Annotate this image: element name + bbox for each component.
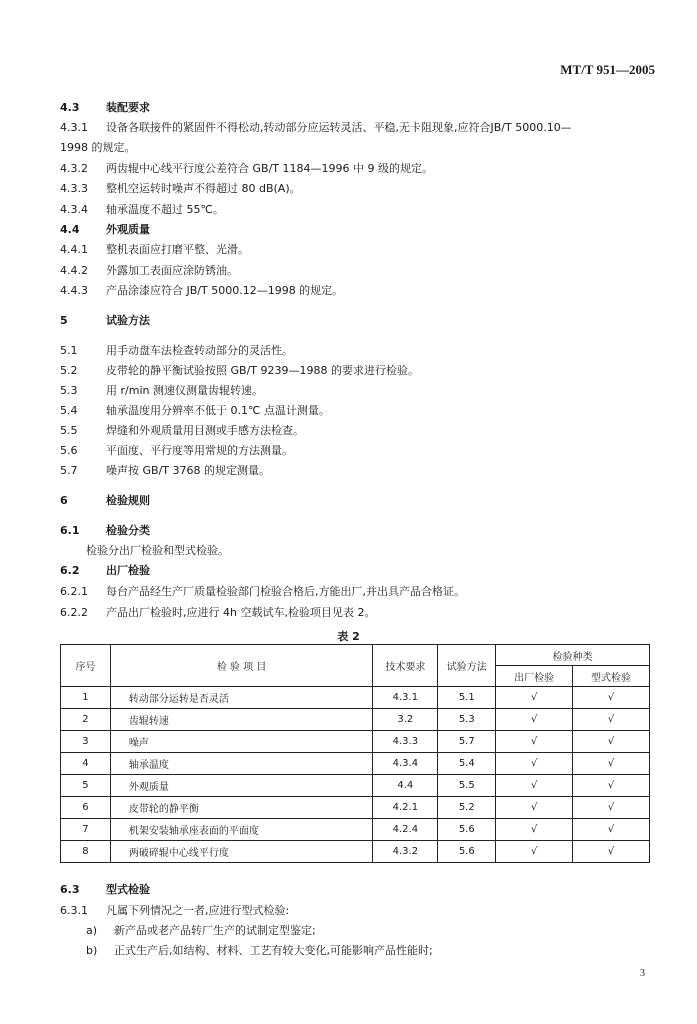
table-row bbox=[61, 753, 650, 775]
cell-item: 噪声 bbox=[110, 731, 373, 753]
clause-text: 外观质量 bbox=[106, 223, 150, 236]
cell-item: 轴承温度 bbox=[110, 753, 373, 775]
header-seq: 序号 bbox=[61, 645, 111, 687]
clause-number: 4.3.1 bbox=[60, 121, 88, 134]
clause-text: 皮带轮的静平衡试验按照 GB/T 9239—1988 的要求进行检验。 bbox=[106, 364, 419, 377]
cell-requirement: 4.3.3 bbox=[373, 731, 438, 753]
clause-text: 试验方法 bbox=[106, 314, 150, 327]
clause-text: 装配要求 bbox=[106, 101, 150, 114]
clause-number: 6 bbox=[60, 494, 68, 507]
clause-4-3-3 bbox=[60, 182, 301, 196]
cell-type-check: √ bbox=[573, 797, 650, 819]
clause-text: 1998 的规定。 bbox=[60, 141, 136, 154]
cell-method: 5.6 bbox=[438, 819, 496, 841]
header-factory-inspection: 出厂检验 bbox=[496, 666, 573, 687]
clause-text: 产品涂漆应符合 JB/T 5000.12—1998 的规定。 bbox=[106, 284, 344, 297]
clause-5-4 bbox=[60, 404, 330, 418]
cell-seq: 2 bbox=[61, 709, 111, 731]
clause-number: 6.1 bbox=[60, 524, 80, 537]
clause-number: 5.3 bbox=[60, 384, 78, 397]
clause-text: 轴承温度用分辨率不低于 0.1℃ 点温计测量。 bbox=[106, 404, 330, 417]
header-requirement: 技术要求 bbox=[373, 645, 438, 687]
table-row bbox=[61, 841, 650, 863]
cell-seq: 7 bbox=[61, 819, 111, 841]
clause-6-1-text bbox=[86, 544, 229, 558]
cell-seq: 1 bbox=[61, 687, 111, 709]
clause-number: 5.4 bbox=[60, 404, 78, 417]
cell-seq: 8 bbox=[61, 841, 111, 863]
clause-6-3-1 bbox=[60, 904, 289, 918]
cell-requirement: 4.3.1 bbox=[373, 687, 438, 709]
clause-text: 噪声按 GB/T 3768 的规定测量。 bbox=[106, 464, 270, 477]
cell-factory-check: √ bbox=[496, 709, 573, 731]
clause-number: 6.2.2 bbox=[60, 606, 88, 619]
cell-type-check: √ bbox=[573, 687, 650, 709]
clause-number: 4.3.3 bbox=[60, 182, 88, 195]
clause-number: 6.3 bbox=[60, 883, 80, 896]
clause-4-4-3 bbox=[60, 284, 343, 298]
cell-method: 5.4 bbox=[438, 753, 496, 775]
cell-requirement: 4.2.4 bbox=[373, 819, 438, 841]
clause-6-2 bbox=[60, 564, 150, 578]
clause-6-2-2 bbox=[60, 606, 375, 620]
table-row bbox=[61, 819, 650, 841]
cell-seq: 4 bbox=[61, 753, 111, 775]
cell-type-check: √ bbox=[573, 775, 650, 797]
clause-number: 4.4.1 bbox=[60, 243, 88, 256]
clause-text: 平面度、平行度等用常规的方法测量。 bbox=[106, 444, 293, 457]
list-item-b bbox=[86, 944, 433, 958]
cell-requirement: 4.4 bbox=[373, 775, 438, 797]
cell-type-check: √ bbox=[573, 841, 650, 863]
cell-method: 5.6 bbox=[438, 841, 496, 863]
clause-number: 4.4.3 bbox=[60, 284, 88, 297]
cell-method: 5.3 bbox=[438, 709, 496, 731]
cell-type-check: √ bbox=[573, 819, 650, 841]
cell-requirement: 4.3.2 bbox=[373, 841, 438, 863]
list-item-a bbox=[86, 924, 316, 938]
clause-6-3 bbox=[60, 883, 150, 897]
cell-item: 两破碎辊中心线平行度 bbox=[110, 841, 373, 863]
header-inspection-type: 检验种类 bbox=[496, 645, 650, 666]
section-6 bbox=[60, 494, 150, 508]
clause-5-2 bbox=[60, 364, 419, 378]
cell-item: 齿辊转速 bbox=[110, 709, 373, 731]
clause-number: 5.6 bbox=[60, 444, 78, 457]
clause-text: 每台产品经生产厂质量检验部门检验合格后,方能出厂,并出具产品合格证。 bbox=[106, 585, 465, 598]
clause-4-3-4 bbox=[60, 203, 224, 217]
clause-text: 检验规则 bbox=[106, 494, 150, 507]
clause-6-2-1 bbox=[60, 585, 465, 599]
section-5 bbox=[60, 314, 150, 328]
cell-type-check: √ bbox=[573, 731, 650, 753]
clause-number: 5 bbox=[60, 314, 68, 327]
clause-number: 5.5 bbox=[60, 424, 78, 437]
clause-number: 5.1 bbox=[60, 344, 78, 357]
clause-text: 产品出厂检验时,应进行 4h 空载试车,检验项目见表 2。 bbox=[106, 606, 376, 619]
list-marker: b) bbox=[86, 944, 98, 957]
clause-5-6 bbox=[60, 444, 293, 458]
clause-number: 5.2 bbox=[60, 364, 78, 377]
clause-5-3 bbox=[60, 384, 263, 398]
clause-4-4-2 bbox=[60, 264, 238, 278]
cell-factory-check: √ bbox=[496, 797, 573, 819]
table-row bbox=[61, 687, 650, 709]
clause-text: 正式生产后,如结构、材料、工艺有较大变化,可能影响产品性能时; bbox=[114, 944, 433, 957]
cell-method: 5.7 bbox=[438, 731, 496, 753]
clause-text: 用 r/min 测速仪测量齿辊转速。 bbox=[106, 384, 263, 397]
cell-item: 外观质量 bbox=[110, 775, 373, 797]
cell-seq: 5 bbox=[61, 775, 111, 797]
clause-4-3 bbox=[60, 101, 150, 115]
clause-5-5 bbox=[60, 424, 304, 438]
clause-number: 6.3.1 bbox=[60, 904, 88, 917]
cell-method: 5.1 bbox=[438, 687, 496, 709]
clause-text: 两齿辊中心线平行度公差符合 GB/T 1184—1996 中 9 级的规定。 bbox=[106, 162, 433, 175]
clause-number: 4.3.2 bbox=[60, 162, 88, 175]
clause-text: 设备各联接件的紧固件不得松动,转动部分应运转灵活、平稳,无卡阻现象,应符合JB/T 5000.10— bbox=[106, 121, 572, 134]
clause-number: 5.7 bbox=[60, 464, 78, 477]
cell-method: 5.5 bbox=[438, 775, 496, 797]
cell-item: 转动部分运转是否灵活 bbox=[110, 687, 373, 709]
cell-factory-check: √ bbox=[496, 841, 573, 863]
clause-text: 凡属下列情况之一者,应进行型式检验: bbox=[106, 904, 290, 917]
clause-text: 轴承温度不超过 55℃。 bbox=[106, 203, 224, 216]
cell-factory-check: √ bbox=[496, 753, 573, 775]
clause-text: 新产品或老产品转厂生产的试制定型鉴定; bbox=[114, 924, 316, 937]
header-type-inspection: 型式检验 bbox=[573, 666, 650, 687]
table-row bbox=[61, 775, 650, 797]
clause-text: 出厂检验 bbox=[106, 564, 150, 577]
standard-code-header: MT/T 951—2005 bbox=[560, 62, 655, 77]
cell-requirement: 3.2 bbox=[373, 709, 438, 731]
clause-text: 检验分类 bbox=[106, 524, 150, 537]
cell-seq: 6 bbox=[61, 797, 111, 819]
clause-text: 整机表面应打磨平整、光滑。 bbox=[106, 243, 249, 256]
clause-continuation bbox=[60, 141, 136, 155]
cell-factory-check: √ bbox=[496, 687, 573, 709]
cell-seq: 3 bbox=[61, 731, 111, 753]
cell-factory-check: √ bbox=[496, 731, 573, 753]
clause-number: 6.2.1 bbox=[60, 585, 88, 598]
cell-item: 机架安装轴承座表面的平面度 bbox=[110, 819, 373, 841]
clause-text: 型式检验 bbox=[106, 883, 150, 896]
table-row bbox=[61, 731, 650, 753]
clause-text: 外露加工表面应涂防锈油。 bbox=[106, 264, 238, 277]
clause-5-7 bbox=[60, 464, 270, 478]
clause-text: 焊缝和外观质量用目测或手感方法检查。 bbox=[106, 424, 304, 437]
inspection-table bbox=[60, 644, 650, 863]
table-row bbox=[61, 709, 650, 731]
clause-4-3-1 bbox=[60, 121, 572, 135]
header-method: 试验方法 bbox=[438, 645, 496, 687]
table-row bbox=[61, 797, 650, 819]
clause-number: 4.4 bbox=[60, 223, 80, 236]
page-number: 3 bbox=[640, 968, 645, 979]
list-marker: a) bbox=[86, 924, 98, 937]
cell-item: 皮带轮的静平衡 bbox=[110, 797, 373, 819]
clause-text: 用手动盘车法检查转动部分的灵活性。 bbox=[106, 344, 293, 357]
clause-number: 4.3.4 bbox=[60, 203, 88, 216]
cell-requirement: 4.3.4 bbox=[373, 753, 438, 775]
cell-factory-check: √ bbox=[496, 819, 573, 841]
clause-4-3-2 bbox=[60, 162, 433, 176]
clause-4-4 bbox=[60, 223, 150, 237]
cell-method: 5.2 bbox=[438, 797, 496, 819]
header-item: 检 验 项 目 bbox=[110, 645, 373, 687]
cell-type-check: √ bbox=[573, 753, 650, 775]
cell-requirement: 4.2.1 bbox=[373, 797, 438, 819]
table-caption: 表 2 bbox=[337, 630, 360, 643]
cell-factory-check: √ bbox=[496, 775, 573, 797]
clause-text: 整机空运转时噪声不得超过 80 dB(A)。 bbox=[106, 182, 301, 195]
clause-6-1 bbox=[60, 524, 150, 538]
clause-text: 检验分出厂检验和型式检验。 bbox=[86, 544, 229, 557]
clause-4-4-1 bbox=[60, 243, 249, 257]
clause-number: 6.2 bbox=[60, 564, 80, 577]
clause-5-1 bbox=[60, 344, 293, 358]
cell-type-check: √ bbox=[573, 709, 650, 731]
clause-number: 4.4.2 bbox=[60, 264, 88, 277]
clause-number: 4.3 bbox=[60, 101, 80, 114]
